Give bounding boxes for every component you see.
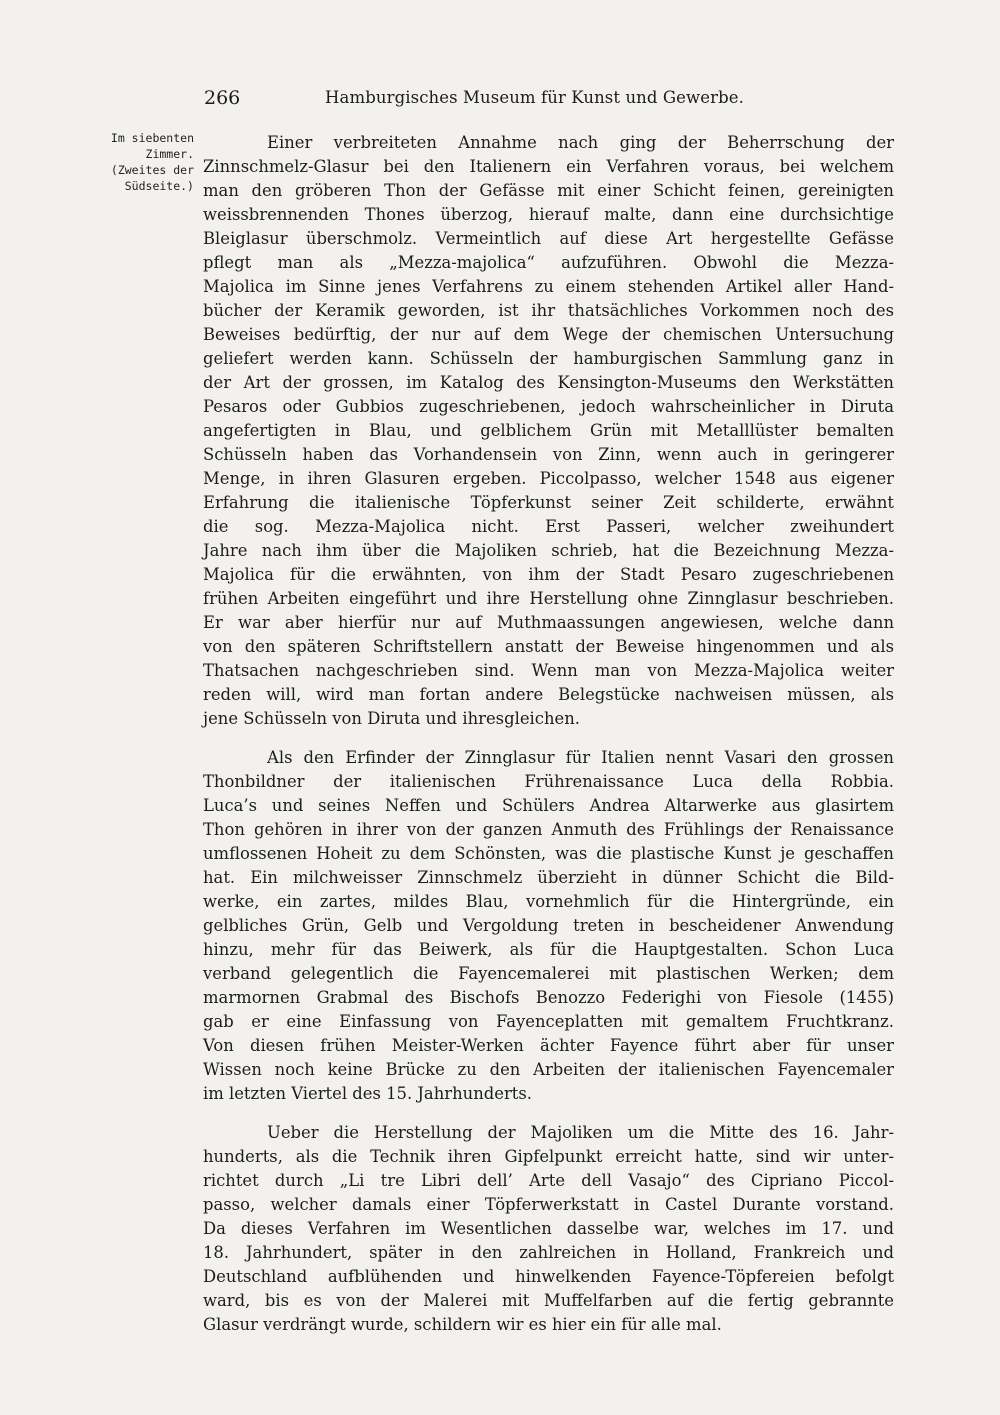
text-line: hat. Ein milchweisser Zinnschmelz überzieht in dünner Schicht die Bild- — [203, 868, 894, 887]
text-line: Schüsseln haben das Vorhandensein von Zinn, wenn auch in geringerer — [203, 445, 894, 464]
margin-note-line: Südseite.) — [124, 179, 194, 193]
text-line: jene Schüsseln von Diruta und ihresgleichen. — [203, 709, 580, 728]
paragraph — [203, 746, 894, 1106]
text-line: Majolica im Sinne jenes Verfahrens zu einem stehenden Artikel aller Hand- — [203, 277, 894, 296]
text-line: ward, bis es von der Malerei mit Muffelfarben auf die fertig gebrannte — [203, 1291, 894, 1310]
text-line: hinzu, mehr für das Beiwerk, als für die Hauptgestalten. Schon Luca — [203, 940, 894, 959]
text-line: geliefert werden kann. Schüsseln der hamburgischen Sammlung ganz in — [203, 349, 894, 368]
page-number: 266 — [204, 87, 241, 109]
text-line: angefertigten in Blau, und gelblichem Grün mit Metalllüster bemalten — [203, 421, 894, 440]
text-line: reden will, wird man fortan andere Belegstücke nachweisen müssen, als — [203, 685, 894, 704]
paragraph-spacer — [203, 1106, 894, 1121]
text-line: Thonbildner der italienischen Frührenaissance Luca della Robbia. — [203, 772, 894, 791]
text-line: passo, welcher damals einer Töpferwerkstatt in Castel Durante vorstand. — [203, 1195, 894, 1214]
text-line: Ueber die Herstellung der Majoliken um die Mitte des 16. Jahr- — [267, 1123, 894, 1142]
text-line: marmornen Grabmal des Bischofs Benozzo Federighi von Fiesole (1455) — [203, 988, 894, 1007]
text-line: frühen Arbeiten eingeführt und ihre Herstellung ohne Zinnglasur beschrieben. — [203, 589, 894, 608]
text-line: Wissen noch keine Brücke zu den Arbeiten der italienischen Fayencemaler — [203, 1060, 894, 1079]
text-line: richtet durch „Li tre Libri dell’ Arte dell Vasajo“ des Cipriano Piccol- — [203, 1171, 894, 1190]
text-line: Menge, in ihren Glasuren ergeben. Piccolpasso, welcher 1548 aus eigener — [203, 469, 894, 488]
margin-note-line: Zimmer. — [145, 147, 194, 161]
text-line: Jahre nach ihm über die Majoliken schrieb, hat die Bezeichnung Mezza- — [203, 541, 894, 560]
paragraph-spacer — [203, 731, 894, 746]
margin-note-line: (Zweites der — [110, 163, 194, 177]
text-line: weissbrennenden Thones überzog, hierauf malte, dann eine durchsichtige — [203, 205, 894, 224]
text-line: Von diesen frühen Meister-Werken ächter Fayence führt aber für unser — [203, 1036, 894, 1055]
text-line: Da dieses Verfahren im Wesentlichen dasselbe war, welches im 17. und — [203, 1219, 894, 1238]
text-line: Deutschland aufblühenden und hinwelkenden Fayence-Töpfereien befolgt — [203, 1267, 894, 1286]
paragraph — [203, 1121, 894, 1337]
text-line: pflegt man als „Mezza-majolica“ aufzuführen. Obwohl die Mezza- — [203, 253, 894, 272]
running-title: Hamburgisches Museum für Kunst und Gewerbe. — [325, 88, 744, 107]
text-line: Thon gehören in ihrer von der ganzen Anmuth des Frühlings der Renaissance — [203, 820, 894, 839]
text-line: Zinnschmelz-Glasur bei den Italienern ein Verfahren voraus, bei welchem — [203, 157, 894, 176]
margin-note-line: Im siebenten — [110, 131, 194, 145]
text-line: Als den Erfinder der Zinnglasur für Italien nennt Vasari den grossen — [267, 748, 894, 767]
text-line: Beweises bedürftig, der nur auf dem Wege der chemischen Untersuchung — [203, 325, 894, 344]
text-line: werke, ein zartes, mildes Blau, vornehmlich für die Hintergründe, ein — [203, 892, 894, 911]
text-line: Er war aber hierfür nur auf Muthmaassungen angewiesen, welche dann — [203, 613, 894, 632]
text-line: von den späteren Schriftstellern anstatt der Beweise hingenommen und als — [203, 637, 894, 656]
text-line: Thatsachen nachgeschrieben sind. Wenn man von Mezza-Majolica weiter — [203, 661, 894, 680]
margin-note — [82, 130, 194, 194]
text-line: der Art der grossen, im Katalog des Kensington-Museums den Werkstätten — [203, 373, 894, 392]
text-line: gab er eine Einfassung von Fayenceplatten mit gemaltem Fruchtkranz. — [203, 1012, 894, 1031]
text-line: umflossenen Hoheit zu dem Schönsten, was die plastische Kunst je geschaffen — [203, 844, 894, 863]
text-line: Einer verbreiteten Annahme nach ging der Beherrschung der — [267, 133, 894, 152]
text-line: die sog. Mezza-Majolica nicht. Erst Passeri, welcher zweihundert — [203, 517, 894, 536]
text-line: Pesaros oder Gubbios zugeschriebenen, jedoch wahrscheinlicher in Diruta — [203, 397, 894, 416]
paragraph — [203, 131, 894, 731]
text-line: Glasur verdrängt wurde, schildern wir es hier ein für alle mal. — [203, 1315, 722, 1334]
text-line: hunderts, als die Technik ihren Gipfelpunkt erreicht hatte, sind wir unter- — [203, 1147, 894, 1166]
page-header — [204, 87, 894, 113]
text-line: im letzten Viertel des 15. Jahrhunderts. — [203, 1084, 533, 1103]
text-line: Bleiglasur überschmolz. Vermeintlich auf diese Art hergestellte Gefässe — [203, 229, 894, 248]
text-line: Erfahrung die italienische Töpferkunst seiner Zeit schilderte, erwähnt — [203, 493, 894, 512]
text-line: 18. Jahrhundert, später in den zahlreichen in Holland, Frankreich und — [203, 1243, 894, 1262]
text-line: man den gröberen Thon der Gefässe mit einer Schicht feinen, gereinigten — [203, 181, 894, 200]
text-line: gelbliches Grün, Gelb und Vergoldung treten in bescheidener Anwendung — [203, 916, 894, 935]
text-line: Luca’s und seines Neffen und Schülers Andrea Altarwerke aus glasirtem — [203, 796, 894, 815]
body-text — [203, 131, 894, 1337]
text-line: bücher der Keramik geworden, ist ihr thatsächliches Vorkommen noch des — [203, 301, 894, 320]
text-line: Majolica für die erwähnten, von ihm der Stadt Pesaro zugeschriebenen — [203, 565, 894, 584]
text-line: verband gelegentlich die Fayencemalerei mit plastischen Werken; dem — [203, 964, 894, 983]
